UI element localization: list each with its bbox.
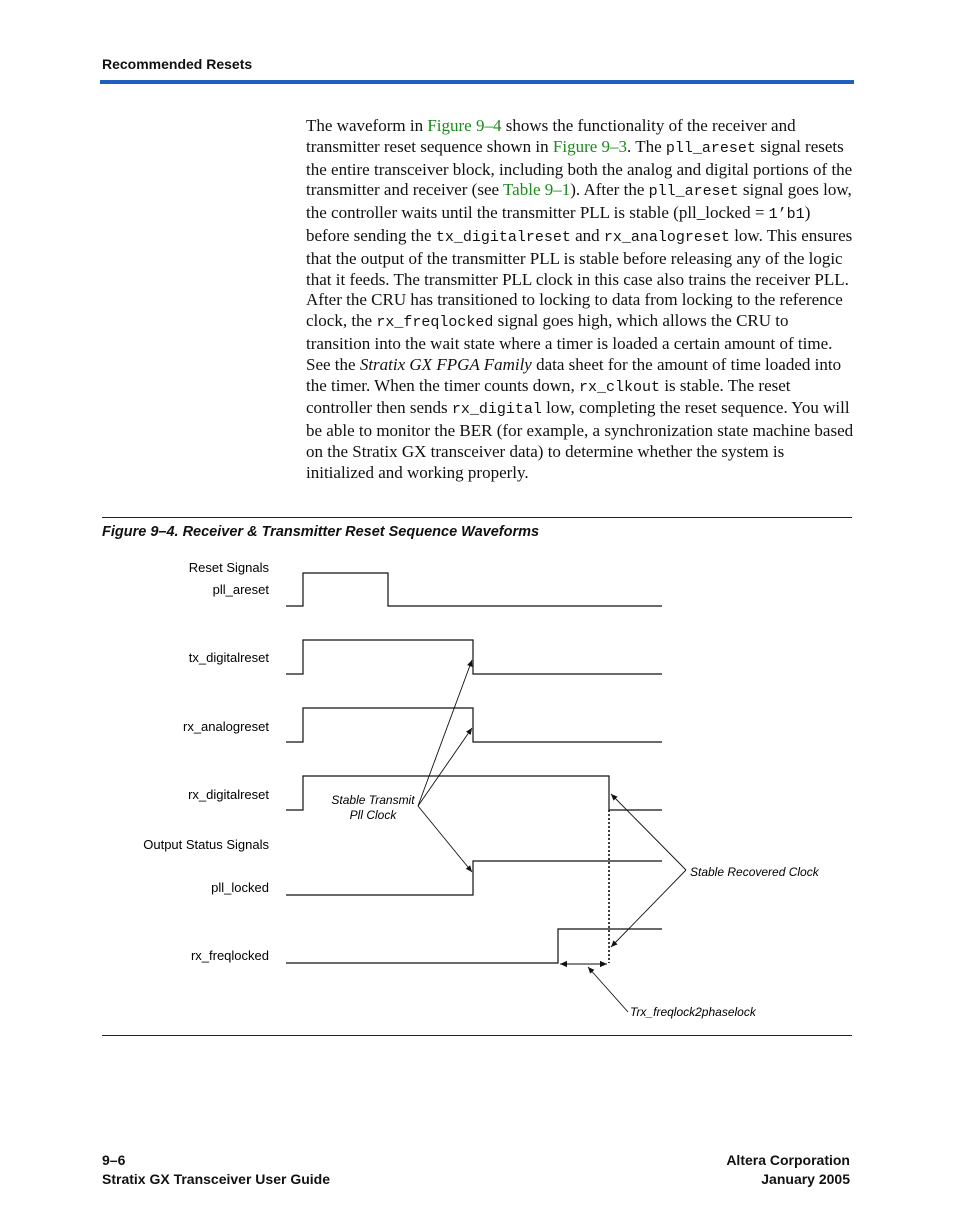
body-text-run: signal goes low, the controller waits until the transmitter PLL is stable (pll_locked = (306, 180, 852, 223)
cross-reference-link[interactable]: Figure 9–3 (552, 136, 628, 156)
running-header: Recommended Resets (102, 56, 253, 72)
body-text-run: data sheet for the amount of time loaded into the timer. When the timer counts down, (306, 354, 842, 395)
waveform-rx-analogreset (286, 708, 662, 742)
group-label-output-status: Output Status Signals (143, 837, 269, 852)
signal-label-tx-digitalreset: tx_digitalreset (188, 650, 269, 665)
annotation-stable-transmit-line2: Pll Clock (349, 808, 397, 822)
signal-label-pll-locked: pll_locked (211, 880, 269, 895)
body-text-run: signal goes high, which allows the CRU to transition into the wait state where a timer is loaded a certain amount of time. See the (306, 311, 833, 374)
signal-name-code: rx_digital (451, 401, 542, 419)
figure-bottom-rule (102, 1035, 852, 1036)
signal-label-rx-analogreset: rx_analogreset (183, 719, 269, 734)
arrow-to-rx-digitalreset-fall (611, 794, 686, 870)
arrow-to-dotted-marker (611, 870, 686, 947)
arrow-to-tx-digitalreset-edge (418, 660, 472, 806)
body-text-run: The waveform in (306, 116, 428, 135)
publication-date: January 2005 (761, 1171, 850, 1187)
company-name: Altera Corporation (726, 1152, 850, 1168)
signal-name-code: rx_freqlocked (376, 314, 494, 332)
body-text-run: shows the functionality of the receiver and transmitter reset sequence shown in (306, 116, 796, 156)
footer-left (102, 1151, 330, 1189)
arrow-to-timer-interval (588, 967, 628, 1012)
body-text-run: ). After the (570, 180, 649, 200)
signal-name-code: tx_digitalreset (435, 228, 571, 246)
document-title-italic: Stratix GX FPGA Family (359, 354, 532, 374)
body-text-run: low. This ensures that the output of the transmitter PLL is stable before releasing any of the logic that it feeds. The transmitter PLL clock in this case also trains the receiver PLL. After the CRU has transitioned to locking to data from locking to the reference clock, the (306, 225, 853, 331)
signal-label-rx-freqlocked: rx_freqlocked (190, 948, 269, 963)
page-number: 9–6 (102, 1152, 126, 1168)
signal-label-pll-areset: pll_areset (212, 582, 269, 597)
body-text-run: signal resets the entire transceiver block, including both the analog and digital portions of the transmitter and receiver (see (306, 136, 853, 200)
signal-name-code: 1’b1 (768, 206, 805, 224)
waveform-pll-areset (286, 573, 662, 606)
group-label-reset-signals: Reset Signals (188, 560, 269, 575)
annotation-stable-transmit-line1: Stable Transmit (331, 793, 415, 807)
figure-caption: Figure 9–4. Receiver & Transmitter Reset Sequence Waveforms (102, 524, 540, 540)
body-text-run: is stable. The reset controller then sends (306, 375, 791, 418)
body-text-run: ) before sending the (306, 203, 811, 245)
guide-title: Stratix GX Transceiver User Guide (102, 1171, 330, 1187)
signal-name-code: rx_clkout (579, 378, 661, 396)
cross-reference-link[interactable]: Table 9–1 (502, 180, 571, 200)
arrow-to-rx-analogreset-edge (418, 728, 472, 806)
body-text-run: . The (627, 136, 666, 156)
annotation-stable-recovered-clock: Stable Recovered Clock (690, 865, 819, 879)
signal-name-code: pll_areset (665, 139, 756, 157)
arrow-to-pll-locked-edge (418, 806, 472, 872)
waveform-tx-digitalreset (286, 640, 662, 674)
annotation-timer-label: Trx_freqlock2phaselock (630, 1005, 756, 1019)
footer-right (726, 1151, 850, 1189)
waveform-pll-locked (286, 861, 662, 895)
signal-name-code: rx_analogreset (603, 228, 730, 246)
body-text-run: low, completing the reset sequence. You will be able to monitor the BER (for example, a synchronization state machine based on the Stratix GX transceiver data) to determine whether the system is initialized and working properly. (306, 398, 854, 482)
signal-name-code: pll_areset (648, 183, 739, 201)
cross-reference-link[interactable]: Figure 9–4 (427, 116, 502, 135)
waveform-rx-freqlocked (286, 929, 662, 963)
body-text-run: and (570, 225, 604, 245)
signal-label-rx-digitalreset: rx_digitalreset (188, 787, 269, 802)
